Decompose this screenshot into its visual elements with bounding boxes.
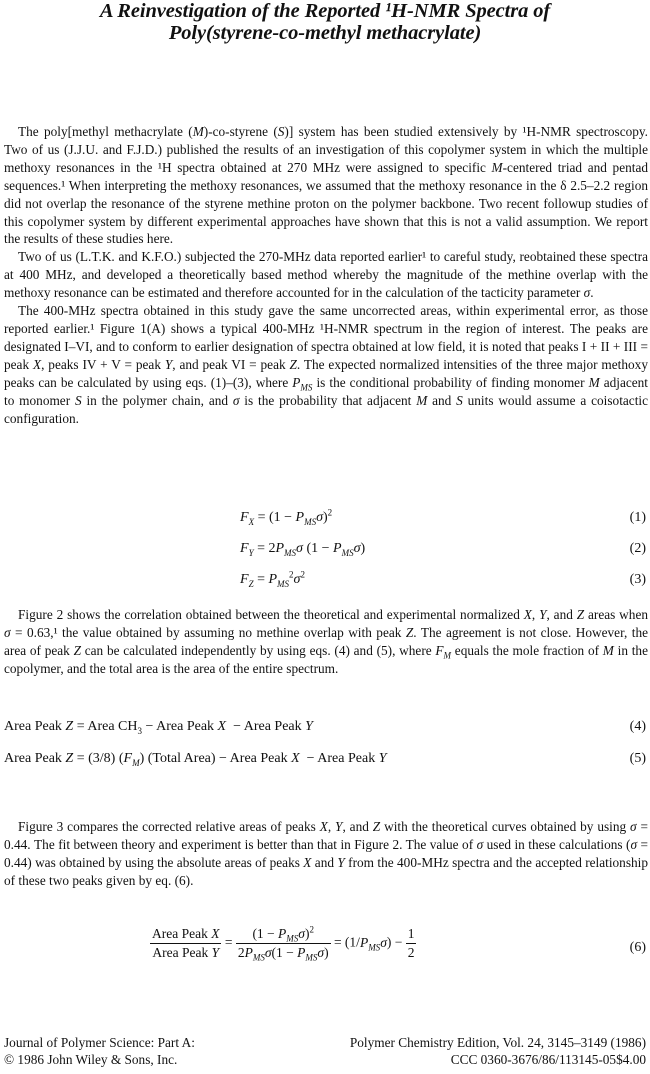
paragraph-2: Two of us (L.T.K. and K.F.O.) subjected the 270-MHz data reported earlier¹ to careful study, reobtained these spectra at 400 MHz, and developed a theoretically based method whereby the magnitude of the methine overlap with the methoxy resonance can be estimated and therefore accounted for in the calculation of the tacticity parameter σ. [4, 249, 648, 301]
paragraph-3: The 400-MHz spectra obtained in this study gave the same uncorrected areas, within experimental error, as those reported earlier.¹ Figure 1(A) shows a typical 400-MHz ¹H-NMR spectrum in the region of interest. The peaks are designated I–VI, and to conform to earlier designation of spectra obtained at low field, it is noted that peaks I + II + III = peak X, peaks IV + V = peak Y, and peak VI = peak Z. The expected normalized intensities of the three major methoxy peaks can be calculated by using eqs. (1)–(3), where $P_{MS}$ is the conditional probability of finding monomer M adjacent to monomer S in the polymer chain, and σ is the probability that adjacent M and S units would assume a coisotactic configuration. [4, 303, 649, 426]
footer-copyright: © 1986 John Wiley & Sons, Inc. [4, 1052, 178, 1067]
paper-title [0, 0, 650, 44]
equation-5: Area Peak Z = (3/8) $(F_M)$ (Total Area) − Area Peak X − Area Peak Y [4, 751, 387, 768]
eq6-fraction-left: $\frac{\text{Area Peak X}}{\text{Area Peak Y}}$ [152, 926, 220, 960]
equation-6: $\frac{\text{Area Peak X}}{\text{Area Peak Y}}$ = $\frac{(1 - P_{MS}\sigma)^2}{2P_{MS}\sigma(1 - P_{MS}\sigma)}$ = $(1/P_{MS}\sigma)$ − $\frac{1}{2}$ [152, 924, 415, 963]
title-line-2: Poly(styrene-co-methyl methacrylate) [168, 22, 482, 44]
equation-1-number: (1) [629, 510, 646, 525]
equation-5-number: (5) [629, 751, 646, 766]
footer-edition: Polymer Chemistry Edition, Vol. 24, 3145–3149 (1986) [349, 1035, 646, 1050]
footer-journal: Journal of Polymer Science: Part A: [4, 1035, 195, 1050]
journal-footer [4, 1034, 646, 1068]
equation-4: Area Peak Z = Area $CH_3$ − Area Peak X − Area Peak Y [4, 719, 313, 736]
paragraph-5-block [4, 818, 648, 890]
equation-6-number: (6) [629, 940, 646, 955]
equation-2: $F_Y = 2P_{MS}\sigma$ $(1 - P_{MS}\sigma)$ [240, 541, 366, 558]
intro-paragraph-block [4, 123, 648, 427]
paragraph-4: Figure 2 shows the correlation obtained between the theoretical and experimental normalized X, Y, and Z areas when σ = 0.63,¹ the value obtained by assuming no methine overlap with peak Z. The agreement is not close. However, the area of peak Z can be calculated independently by using eqs. (4) and (5), where $F_M$ equals the mole fraction of M in the copolymer, and the total area is the area of the entire spectrum. [4, 607, 649, 676]
equation-3-number: (3) [629, 572, 646, 587]
paragraph-4-block [4, 606, 648, 678]
title-line-1: A Reinvestigation of the Reported ¹H-NMR Spectra of [99, 0, 551, 22]
equation-4-number: (4) [629, 719, 646, 734]
paragraph-1: The poly[methyl methacrylate (M)-co-styrene (S)] system has been studied extensively by ¹H-NMR spectroscopy. Two of us (J.J.U. and F.J.D.) published the results of an investigation of this copolymer system in which the multiple methoxy resonances in the ¹H spectra obtained at 270 MHz were assigned to specific M-centered triad and pentad sequences.¹ When interpreting the methoxy resonances, we assumed that the methoxy resonance in the δ 2.5–2.2 region did not overlap the resonance of the styrene methine proton on the polymer backbone. Two recent followup studies of this copolymer system by different experimental approaches have shown that this is not a valid assumption. We report the results of these studies here. [4, 124, 649, 247]
paragraph-5: Figure 3 compares the corrected relative areas of peaks X, Y, and Z with the theoretical curves obtained by using σ = 0.44. The fit between theory and experiment is better than that in Figure 2. The value of σ used in these calculations (σ = 0.44) was obtained by using the absolute areas of peaks X and Y from the 400-MHz spectra and the accepted relationship of these two peaks given by eq. (6). [4, 819, 649, 888]
equation-3: $F_Z = P_{MS}^2\sigma^2$ [240, 569, 305, 589]
equation-2-number: (2) [629, 541, 646, 556]
equation-1: $F_X = (1 - P_{MS}\sigma)^2$ [240, 507, 333, 527]
footer-ccc: CCC 0360-3676/86/113145-05$4.00 [450, 1052, 646, 1067]
eq6-fraction-middle: $\frac{(1 - P_{MS}\sigma)^2}{2P_{MS}\sigma(1 - P_{MS}\sigma)}$ [237, 924, 329, 963]
eq6-fraction-half: $\frac{1}{2}$ [407, 926, 415, 960]
